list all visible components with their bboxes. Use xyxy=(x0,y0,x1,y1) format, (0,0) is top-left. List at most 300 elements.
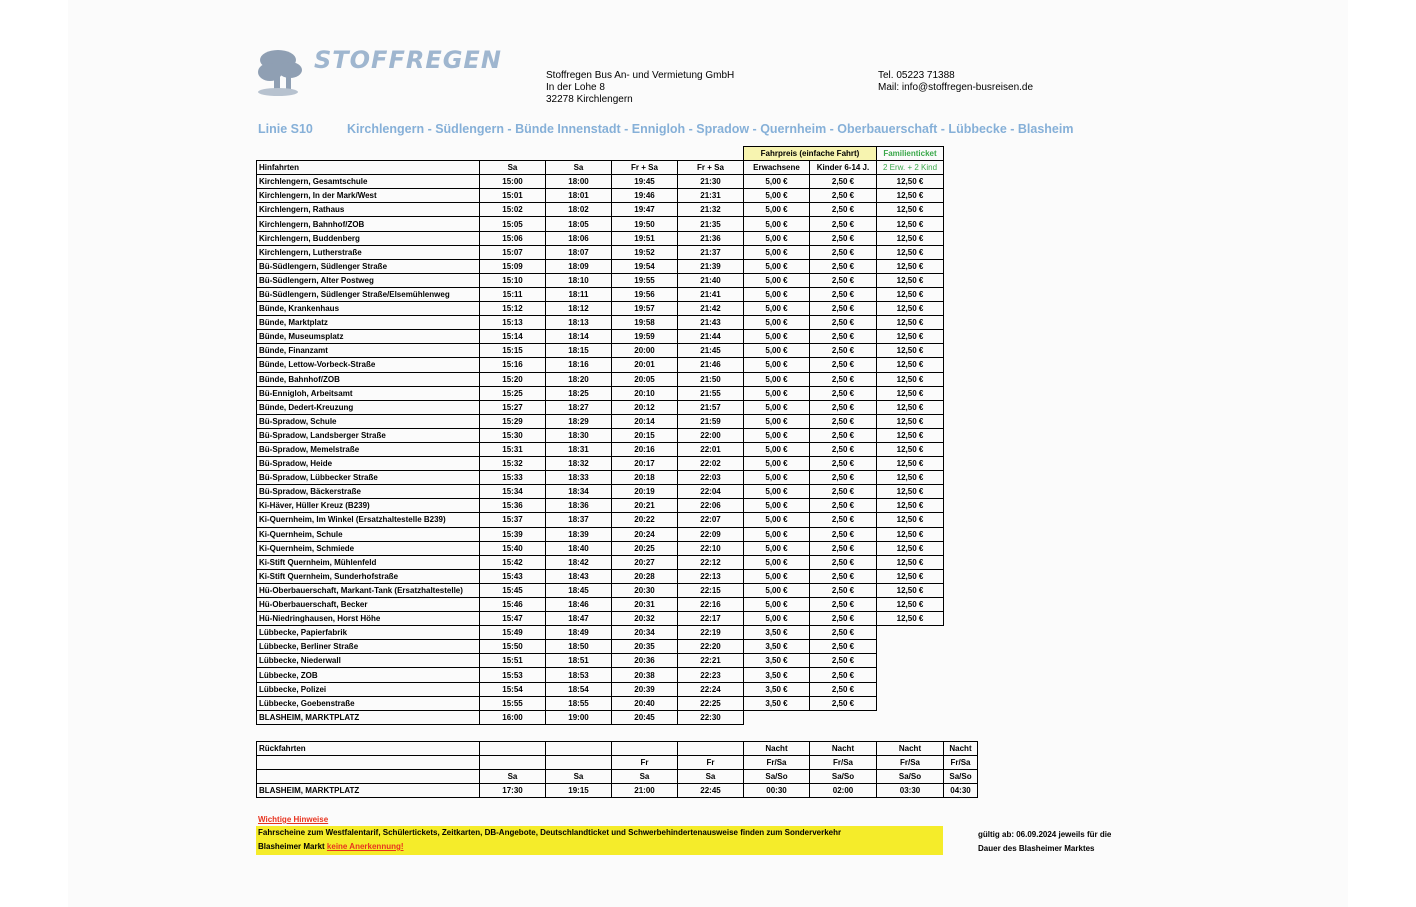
departure-time: 21:43 xyxy=(678,316,744,330)
departure-time: 15:49 xyxy=(480,626,546,640)
fare-cell: 2,50 € xyxy=(810,231,877,245)
departure-time: 22:30 xyxy=(678,710,744,724)
departure-time: 20:18 xyxy=(612,471,678,485)
table-row xyxy=(257,457,944,471)
departure-time: 15:36 xyxy=(480,499,546,513)
table-row xyxy=(257,513,944,527)
return-cell: Sa xyxy=(480,770,546,784)
fare-cell: 5,00 € xyxy=(744,428,810,442)
departure-time: 20:45 xyxy=(612,710,678,724)
departure-time: 15:12 xyxy=(480,302,546,316)
stop-name: Bünde, Finanzamt xyxy=(257,344,480,358)
departure-time: 19:47 xyxy=(612,203,678,217)
fare-cell: 2,50 € xyxy=(810,541,877,555)
table-row xyxy=(257,386,944,400)
return-stop-name: BLASHEIM, MARKTPLATZ xyxy=(257,784,480,798)
route-title: Kirchlengern - Südlengern - Bünde Innenstadt - Ennigloh - Spradow - Quernheim - Oberbauerschaft - Lübbecke - Blasheim xyxy=(347,122,1074,136)
departure-time: 15:02 xyxy=(480,203,546,217)
company-street: In der Lohe 8 xyxy=(546,82,605,93)
fare-cell: 2,50 € xyxy=(810,189,877,203)
departure-time: 22:04 xyxy=(678,485,744,499)
departure-time: 19:52 xyxy=(612,245,678,259)
column-header: Fr + Sa xyxy=(678,161,744,175)
company-logo-text: STOFFREGEN xyxy=(314,46,502,74)
fare-cell: 12,50 € xyxy=(877,499,944,513)
return-cell: Nacht xyxy=(744,742,810,756)
fare-cell: 12,50 € xyxy=(877,513,944,527)
fare-cell: 2,50 € xyxy=(810,612,877,626)
stop-name: Hü-Oberbauerschaft, Becker xyxy=(257,598,480,612)
fare-cell: 12,50 € xyxy=(877,598,944,612)
fare-cell: 5,00 € xyxy=(744,598,810,612)
fare-cell: 12,50 € xyxy=(877,414,944,428)
fare-cell xyxy=(877,668,944,682)
company-city: 32278 Kirchlengern xyxy=(546,94,633,105)
departure-time: 15:13 xyxy=(480,316,546,330)
return-cell: 17:30 xyxy=(480,784,546,798)
table-row xyxy=(257,499,944,513)
departure-time: 18:47 xyxy=(546,612,612,626)
return-cell: 21:00 xyxy=(612,784,678,798)
return-cell: 04:30 xyxy=(944,784,978,798)
fare-cell: 12,50 € xyxy=(877,555,944,569)
departure-time: 21:31 xyxy=(678,189,744,203)
fare-cell: 2,50 € xyxy=(810,259,877,273)
departure-time: 22:21 xyxy=(678,654,744,668)
departure-time: 22:13 xyxy=(678,569,744,583)
stop-name: Bü-Südlengern, Südlenger Straße xyxy=(257,259,480,273)
return-cell: Fr xyxy=(678,756,744,770)
departure-time: 21:40 xyxy=(678,273,744,287)
departure-time: 21:42 xyxy=(678,302,744,316)
return-cell: 22:45 xyxy=(678,784,744,798)
departure-time: 20:10 xyxy=(612,386,678,400)
stop-name: Lübbecke, Papierfabrik xyxy=(257,626,480,640)
stop-name: Ki-Quernheim, Schmiede xyxy=(257,541,480,555)
departure-time: 20:15 xyxy=(612,428,678,442)
fare-cell: 2,50 € xyxy=(810,654,877,668)
departure-time: 22:20 xyxy=(678,640,744,654)
fare-cell: 12,50 € xyxy=(877,471,944,485)
table-row xyxy=(257,330,944,344)
stop-name: Bü-Spradow, Heide xyxy=(257,457,480,471)
empty-cell xyxy=(546,147,612,161)
departure-time: 21:37 xyxy=(678,245,744,259)
return-cell: Sa xyxy=(612,770,678,784)
company-name: Stoffregen Bus An- und Vermietung GmbH xyxy=(546,70,735,81)
departure-time: 18:20 xyxy=(546,372,612,386)
stop-name: Lübbecke, Polizei xyxy=(257,682,480,696)
departure-time: 19:56 xyxy=(612,287,678,301)
stop-name: Bünde, Museumsplatz xyxy=(257,330,480,344)
fare-cell: 2,50 € xyxy=(810,668,877,682)
stop-name: Kirchlengern, Buddenberg xyxy=(257,231,480,245)
departure-time: 20:00 xyxy=(612,344,678,358)
departure-time: 15:53 xyxy=(480,668,546,682)
departure-time: 21:36 xyxy=(678,231,744,245)
fare-cell: 12,50 € xyxy=(877,541,944,555)
departure-time: 18:13 xyxy=(546,316,612,330)
departure-time: 19:46 xyxy=(612,189,678,203)
departure-time: 18:30 xyxy=(546,428,612,442)
fare-cell: 2,50 € xyxy=(810,287,877,301)
return-cell: Sa/So xyxy=(744,770,810,784)
departure-time: 20:14 xyxy=(612,414,678,428)
departure-time: 20:39 xyxy=(612,682,678,696)
fare-cell: 2,50 € xyxy=(810,442,877,456)
departure-time: 18:46 xyxy=(546,598,612,612)
stop-name: Kirchlengern, Rathaus xyxy=(257,203,480,217)
stop-name: Bünde, Lettow-Vorbeck-Straße xyxy=(257,358,480,372)
departure-time: 15:00 xyxy=(480,175,546,189)
stop-name: Bünde, Bahnhof/ZOB xyxy=(257,372,480,386)
fare-cell: 5,00 € xyxy=(744,217,810,231)
return-row xyxy=(257,756,978,770)
departure-time: 15:09 xyxy=(480,259,546,273)
departure-time: 20:19 xyxy=(612,485,678,499)
fare-cell: 5,00 € xyxy=(744,583,810,597)
fare-cell: 12,50 € xyxy=(877,231,944,245)
fare-cell: 3,50 € xyxy=(744,682,810,696)
departure-time: 21:55 xyxy=(678,386,744,400)
stop-name: Hü-Oberbauerschaft, Markant-Tank (Ersatzhaltestelle) xyxy=(257,583,480,597)
table-row xyxy=(257,358,944,372)
departure-time: 22:09 xyxy=(678,527,744,541)
stop-name: Bü-Spradow, Lübbecker Straße xyxy=(257,471,480,485)
departure-time: 15:11 xyxy=(480,287,546,301)
fare-cell: 2,50 € xyxy=(810,358,877,372)
fare-cell: 2,50 € xyxy=(810,400,877,414)
departure-time: 18:29 xyxy=(546,414,612,428)
return-cell xyxy=(480,742,546,756)
table-row xyxy=(257,569,944,583)
fare-cell: 5,00 € xyxy=(744,499,810,513)
departure-time: 18:55 xyxy=(546,696,612,710)
departure-time: 19:50 xyxy=(612,217,678,231)
departure-time: 15:06 xyxy=(480,231,546,245)
departure-time: 15:01 xyxy=(480,189,546,203)
fare-cell: 5,00 € xyxy=(744,457,810,471)
fare-cell: 2,50 € xyxy=(810,499,877,513)
table-row xyxy=(257,189,944,203)
fare-cell: 12,50 € xyxy=(877,344,944,358)
departure-time: 18:25 xyxy=(546,386,612,400)
fare-cell: 2,50 € xyxy=(810,344,877,358)
table-row xyxy=(257,442,944,456)
return-cell: Fr/Sa xyxy=(810,756,877,770)
fare-cell: 3,50 € xyxy=(744,696,810,710)
stop-name: Bü-Südlengern, Südlenger Straße/Elsemühlenweg xyxy=(257,287,480,301)
table-row xyxy=(257,231,944,245)
departure-time: 15:51 xyxy=(480,654,546,668)
empty-cell xyxy=(480,147,546,161)
fare-cell: 2,50 € xyxy=(810,471,877,485)
table-row xyxy=(257,598,944,612)
table-row xyxy=(257,175,944,189)
fare-cell xyxy=(877,696,944,710)
fare-cell: 3,50 € xyxy=(744,626,810,640)
fare-cell: 12,50 € xyxy=(877,386,944,400)
fare-cell: 5,00 € xyxy=(744,302,810,316)
departure-time: 20:32 xyxy=(612,612,678,626)
departure-time: 19:57 xyxy=(612,302,678,316)
stop-name: Ki-Häver, Hüller Kreuz (B239) xyxy=(257,499,480,513)
departure-time: 22:19 xyxy=(678,626,744,640)
column-header: Erwachsene xyxy=(744,161,810,175)
departure-time: 18:05 xyxy=(546,217,612,231)
return-cell: Fr xyxy=(612,756,678,770)
column-header: Hinfahrten xyxy=(257,161,480,175)
return-cell: Sa/So xyxy=(810,770,877,784)
notes-title: Wichtige Hinweise xyxy=(258,815,329,824)
fare-cell: 2,50 € xyxy=(810,316,877,330)
departure-time: 15:45 xyxy=(480,583,546,597)
company-contact xyxy=(878,70,1033,94)
departure-time: 15:07 xyxy=(480,245,546,259)
departure-time: 18:16 xyxy=(546,358,612,372)
fare-cell: 5,00 € xyxy=(744,259,810,273)
departure-time: 20:28 xyxy=(612,569,678,583)
fare-cell: 12,50 € xyxy=(877,583,944,597)
return-cell: Fr/Sa xyxy=(744,756,810,770)
departure-time: 19:51 xyxy=(612,231,678,245)
stop-name: Kirchlengern, Bahnhof/ZOB xyxy=(257,217,480,231)
table-row xyxy=(257,400,944,414)
stop-name: Kirchlengern, Lutherstraße xyxy=(257,245,480,259)
departure-time: 18:01 xyxy=(546,189,612,203)
fare-cell: 3,50 € xyxy=(744,654,810,668)
fare-cell: 5,00 € xyxy=(744,344,810,358)
stop-name: Bü-Spradow, Landsberger Straße xyxy=(257,428,480,442)
departure-time: 15:16 xyxy=(480,358,546,372)
fare-cell: 5,00 € xyxy=(744,330,810,344)
departure-time: 22:24 xyxy=(678,682,744,696)
departure-time: 15:37 xyxy=(480,513,546,527)
table-row xyxy=(257,344,944,358)
departure-time: 18:39 xyxy=(546,527,612,541)
column-header-row xyxy=(257,161,944,175)
stop-name: Ki-Stift Quernheim, Mühlenfeld xyxy=(257,555,480,569)
stop-name: Ki-Stift Quernheim, Sunderhofstraße xyxy=(257,569,480,583)
departure-time: 18:09 xyxy=(546,259,612,273)
return-timetable xyxy=(256,741,978,798)
family-ticket-header: Familienticket xyxy=(877,147,944,161)
fare-cell: 12,50 € xyxy=(877,442,944,456)
table-row xyxy=(257,654,944,668)
fare-cell: 12,50 € xyxy=(877,287,944,301)
departure-time: 20:25 xyxy=(612,541,678,555)
table-row xyxy=(257,471,944,485)
stop-name: Bü-Spradow, Memelstraße xyxy=(257,442,480,456)
fare-header: Fahrpreis (einfache Fahrt) xyxy=(744,147,877,161)
departure-time: 22:15 xyxy=(678,583,744,597)
departure-time: 15:30 xyxy=(480,428,546,442)
return-row xyxy=(257,742,978,756)
column-header: Fr + Sa xyxy=(612,161,678,175)
table-row xyxy=(257,302,944,316)
fare-cell: 2,50 € xyxy=(810,372,877,386)
fare-cell: 5,00 € xyxy=(744,569,810,583)
fare-cell: 5,00 € xyxy=(744,541,810,555)
fare-cell xyxy=(877,682,944,696)
table-row xyxy=(257,583,944,597)
empty-cell xyxy=(257,147,480,161)
departure-time: 18:12 xyxy=(546,302,612,316)
departure-time: 18:53 xyxy=(546,668,612,682)
departure-time: 18:43 xyxy=(546,569,612,583)
fare-cell: 12,50 € xyxy=(877,569,944,583)
fare-cell: 2,50 € xyxy=(810,302,877,316)
stop-name: Bünde, Marktplatz xyxy=(257,316,480,330)
departure-time: 21:45 xyxy=(678,344,744,358)
departure-time: 22:01 xyxy=(678,442,744,456)
departure-time: 15:05 xyxy=(480,217,546,231)
table-row xyxy=(257,372,944,386)
stop-name: Lübbecke, Berliner Straße xyxy=(257,640,480,654)
return-cell: Sa xyxy=(546,770,612,784)
return-cell: Sa/So xyxy=(944,770,978,784)
company-address xyxy=(546,70,734,106)
fare-cell: 3,50 € xyxy=(744,640,810,654)
fare-cell: 12,50 € xyxy=(877,245,944,259)
return-cell: 03:30 xyxy=(877,784,944,798)
departure-time: 15:29 xyxy=(480,414,546,428)
fare-cell xyxy=(744,710,810,724)
departure-time: 15:50 xyxy=(480,640,546,654)
stop-name: Bü-Südlengern, Alter Postweg xyxy=(257,273,480,287)
departure-time: 19:54 xyxy=(612,259,678,273)
stop-name: Lübbecke, Niederwall xyxy=(257,654,480,668)
table-row xyxy=(257,541,944,555)
return-stop-name xyxy=(257,756,480,770)
departure-time: 20:01 xyxy=(612,358,678,372)
fare-cell: 12,50 € xyxy=(877,175,944,189)
departure-time: 21:46 xyxy=(678,358,744,372)
table-row xyxy=(257,527,944,541)
departure-time: 18:14 xyxy=(546,330,612,344)
table-row xyxy=(257,612,944,626)
departure-time: 15:40 xyxy=(480,541,546,555)
column-header: Sa xyxy=(480,161,546,175)
departure-time: 15:20 xyxy=(480,372,546,386)
departure-time: 20:21 xyxy=(612,499,678,513)
departure-time: 20:30 xyxy=(612,583,678,597)
return-cell: Nacht xyxy=(944,742,978,756)
departure-time: 18:34 xyxy=(546,485,612,499)
departure-time: 21:30 xyxy=(678,175,744,189)
fare-cell xyxy=(877,640,944,654)
return-stop-name: Rückfahrten xyxy=(257,742,480,756)
departure-time: 15:46 xyxy=(480,598,546,612)
departure-time: 18:10 xyxy=(546,273,612,287)
departure-time: 22:03 xyxy=(678,471,744,485)
fare-cell: 5,00 € xyxy=(744,442,810,456)
departure-time: 18:15 xyxy=(546,344,612,358)
departure-time: 18:51 xyxy=(546,654,612,668)
fare-cell: 2,50 € xyxy=(810,428,877,442)
table-row xyxy=(257,668,944,682)
fare-cell: 2,50 € xyxy=(810,513,877,527)
return-cell xyxy=(678,742,744,756)
departure-time: 18:32 xyxy=(546,457,612,471)
departure-time: 15:47 xyxy=(480,612,546,626)
fare-cell: 5,00 € xyxy=(744,386,810,400)
stop-name: BLASHEIM, MARKTPLATZ xyxy=(257,710,480,724)
table-row xyxy=(257,640,944,654)
departure-time: 20:17 xyxy=(612,457,678,471)
table-row xyxy=(257,259,944,273)
fare-cell: 5,00 € xyxy=(744,316,810,330)
fare-cell: 5,00 € xyxy=(744,400,810,414)
departure-time: 21:35 xyxy=(678,217,744,231)
validity-line-1: gültig ab: 06.09.2024 jeweils für die xyxy=(978,830,1112,839)
departure-time: 18:42 xyxy=(546,555,612,569)
fare-cell xyxy=(877,654,944,668)
fare-cell: 5,00 € xyxy=(744,358,810,372)
fare-cell: 5,00 € xyxy=(744,555,810,569)
empty-cell xyxy=(612,147,678,161)
departure-time: 18:06 xyxy=(546,231,612,245)
table-row xyxy=(257,428,944,442)
departure-time: 20:40 xyxy=(612,696,678,710)
departure-time: 21:50 xyxy=(678,372,744,386)
fare-cell: 12,50 € xyxy=(877,457,944,471)
company-mail: Mail: info@stoffregen-busreisen.de xyxy=(878,82,1034,93)
table-row xyxy=(257,696,944,710)
departure-time: 15:34 xyxy=(480,485,546,499)
fare-cell: 12,50 € xyxy=(877,203,944,217)
fare-cell: 2,50 € xyxy=(810,457,877,471)
departure-time: 22:17 xyxy=(678,612,744,626)
price-header-row xyxy=(257,147,944,161)
return-cell: Nacht xyxy=(877,742,944,756)
departure-time: 20:05 xyxy=(612,372,678,386)
departure-time: 18:37 xyxy=(546,513,612,527)
return-cell: 19:15 xyxy=(546,784,612,798)
departure-time: 20:27 xyxy=(612,555,678,569)
fare-cell: 2,50 € xyxy=(810,386,877,400)
fare-cell: 2,50 € xyxy=(810,485,877,499)
column-header: Kinder 6-14 J. xyxy=(810,161,877,175)
fare-cell: 5,00 € xyxy=(744,287,810,301)
table-row xyxy=(257,217,944,231)
departure-time: 22:25 xyxy=(678,696,744,710)
fare-cell: 2,50 € xyxy=(810,598,877,612)
departure-time: 20:16 xyxy=(612,442,678,456)
table-row xyxy=(257,626,944,640)
departure-time: 15:39 xyxy=(480,527,546,541)
fare-cell: 12,50 € xyxy=(877,217,944,231)
departure-time: 18:49 xyxy=(546,626,612,640)
table-row xyxy=(257,316,944,330)
departure-time: 20:22 xyxy=(612,513,678,527)
departure-time: 19:45 xyxy=(612,175,678,189)
departure-time: 19:58 xyxy=(612,316,678,330)
company-tel: Tel. 05223 71388 xyxy=(878,70,955,81)
fare-cell: 12,50 € xyxy=(877,358,944,372)
departure-time: 18:50 xyxy=(546,640,612,654)
stop-name: Bü-Ennigloh, Arbeitsamt xyxy=(257,386,480,400)
departure-time: 15:10 xyxy=(480,273,546,287)
departure-time: 22:02 xyxy=(678,457,744,471)
departure-time: 19:00 xyxy=(546,710,612,724)
departure-time: 18:33 xyxy=(546,471,612,485)
table-row xyxy=(257,414,944,428)
departure-time: 21:57 xyxy=(678,400,744,414)
fare-cell: 5,00 € xyxy=(744,527,810,541)
column-header: Sa xyxy=(546,161,612,175)
fare-cell: 5,00 € xyxy=(744,231,810,245)
